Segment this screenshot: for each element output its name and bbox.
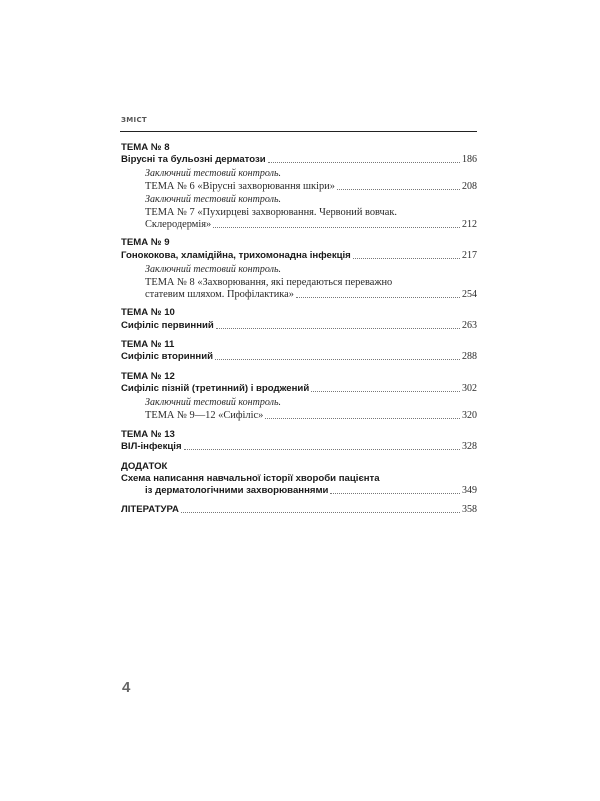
toc-entry[interactable] [121,503,477,515]
toc-heading: ДОДАТОК [121,461,168,472]
toc-sub-label: Заключний тестовий контроль. [145,397,282,408]
page-number: 254 [462,289,477,300]
toc-entry[interactable] [121,350,477,362]
dot-leader [215,359,460,360]
toc-entry-title: ВІЛ-інфекція [121,441,182,452]
toc-heading: ТЕМА № 8 [121,142,170,153]
page-folio: 4 [122,679,131,696]
toc-entry[interactable] [145,218,477,230]
page-number: 263 [462,320,477,331]
toc-heading: ТЕМА № 9 [121,237,170,248]
toc-sub-label: Заключний тестовий контроль. [145,194,282,205]
toc-heading: ТЕМА № 10 [121,307,175,318]
page-number: 288 [462,351,477,362]
toc-entry-title: ТЕМА № 9—12 «Сифіліс» [145,410,264,421]
dot-leader [268,162,460,163]
dot-leader [311,391,460,392]
toc-entry-title: Склеродермія» [145,219,212,230]
page-number: 302 [462,383,477,394]
page-number: 320 [462,410,477,421]
page-number: 212 [462,219,477,230]
dot-leader [216,328,460,329]
toc-entry-line[interactable]: Схема написання навчальної історії хвороби пацієнта [121,473,380,484]
running-head: ЗМІСТ [121,116,147,124]
dot-leader [181,512,460,513]
dot-leader [265,418,460,419]
page-number: 358 [462,504,477,515]
toc-entry-title: Вірусні та бульозні дерматози [121,154,266,165]
toc-entry[interactable] [145,484,477,496]
dot-leader [330,493,460,494]
dot-leader [184,449,460,450]
dot-leader [353,258,460,259]
toc-entry[interactable] [145,409,477,421]
dot-leader [296,297,460,298]
toc-sub-label: Заключний тестовий контроль. [145,168,282,179]
page-number: 208 [462,181,477,192]
toc-sub-label: Заключний тестовий контроль. [145,264,282,275]
page-number: 186 [462,154,477,165]
toc-entry[interactable] [121,153,477,165]
toc-entry-line[interactable]: ТЕМА № 8 «Захворювання, які передаються переважно [145,277,393,288]
toc-heading: ТЕМА № 12 [121,371,175,382]
dot-leader [213,227,460,228]
toc-entry[interactable] [121,440,477,452]
toc-entry-title: ТЕМА № 6 «Вірусні захворювання шкіри» [145,181,335,192]
toc-entry-title: Гонококова, хламідійна, трихомонадна інфекція [121,250,351,261]
toc-heading: ТЕМА № 13 [121,429,175,440]
toc-entry[interactable] [121,319,477,331]
toc-entry-title: Сифіліс пізній (третинний) і вроджений [121,383,310,394]
header-rule [120,131,477,132]
toc-entry-title: Сифіліс первинний [121,320,214,331]
toc-entry-title: ЛІТЕРАТУРА [121,504,179,515]
toc-entry[interactable] [121,382,477,394]
toc-entry[interactable] [145,288,477,300]
toc-entry[interactable] [145,180,477,192]
toc-entry-title: із дерматологічними захворюваннями [145,485,329,496]
toc-heading: ТЕМА № 11 [121,339,175,350]
page-number: 349 [462,485,477,496]
page-number: 328 [462,441,477,452]
page-number: 217 [462,250,477,261]
toc-entry-title: статевим шляхом. Профілактика» [145,289,294,300]
dot-leader [337,189,460,190]
toc-entry-title: Сифіліс вторинний [121,351,213,362]
toc-entry[interactable] [121,249,477,261]
toc-entry-line[interactable]: ТЕМА № 7 «Пухирцеві захворювання. Червоний вовчак. [145,207,398,218]
